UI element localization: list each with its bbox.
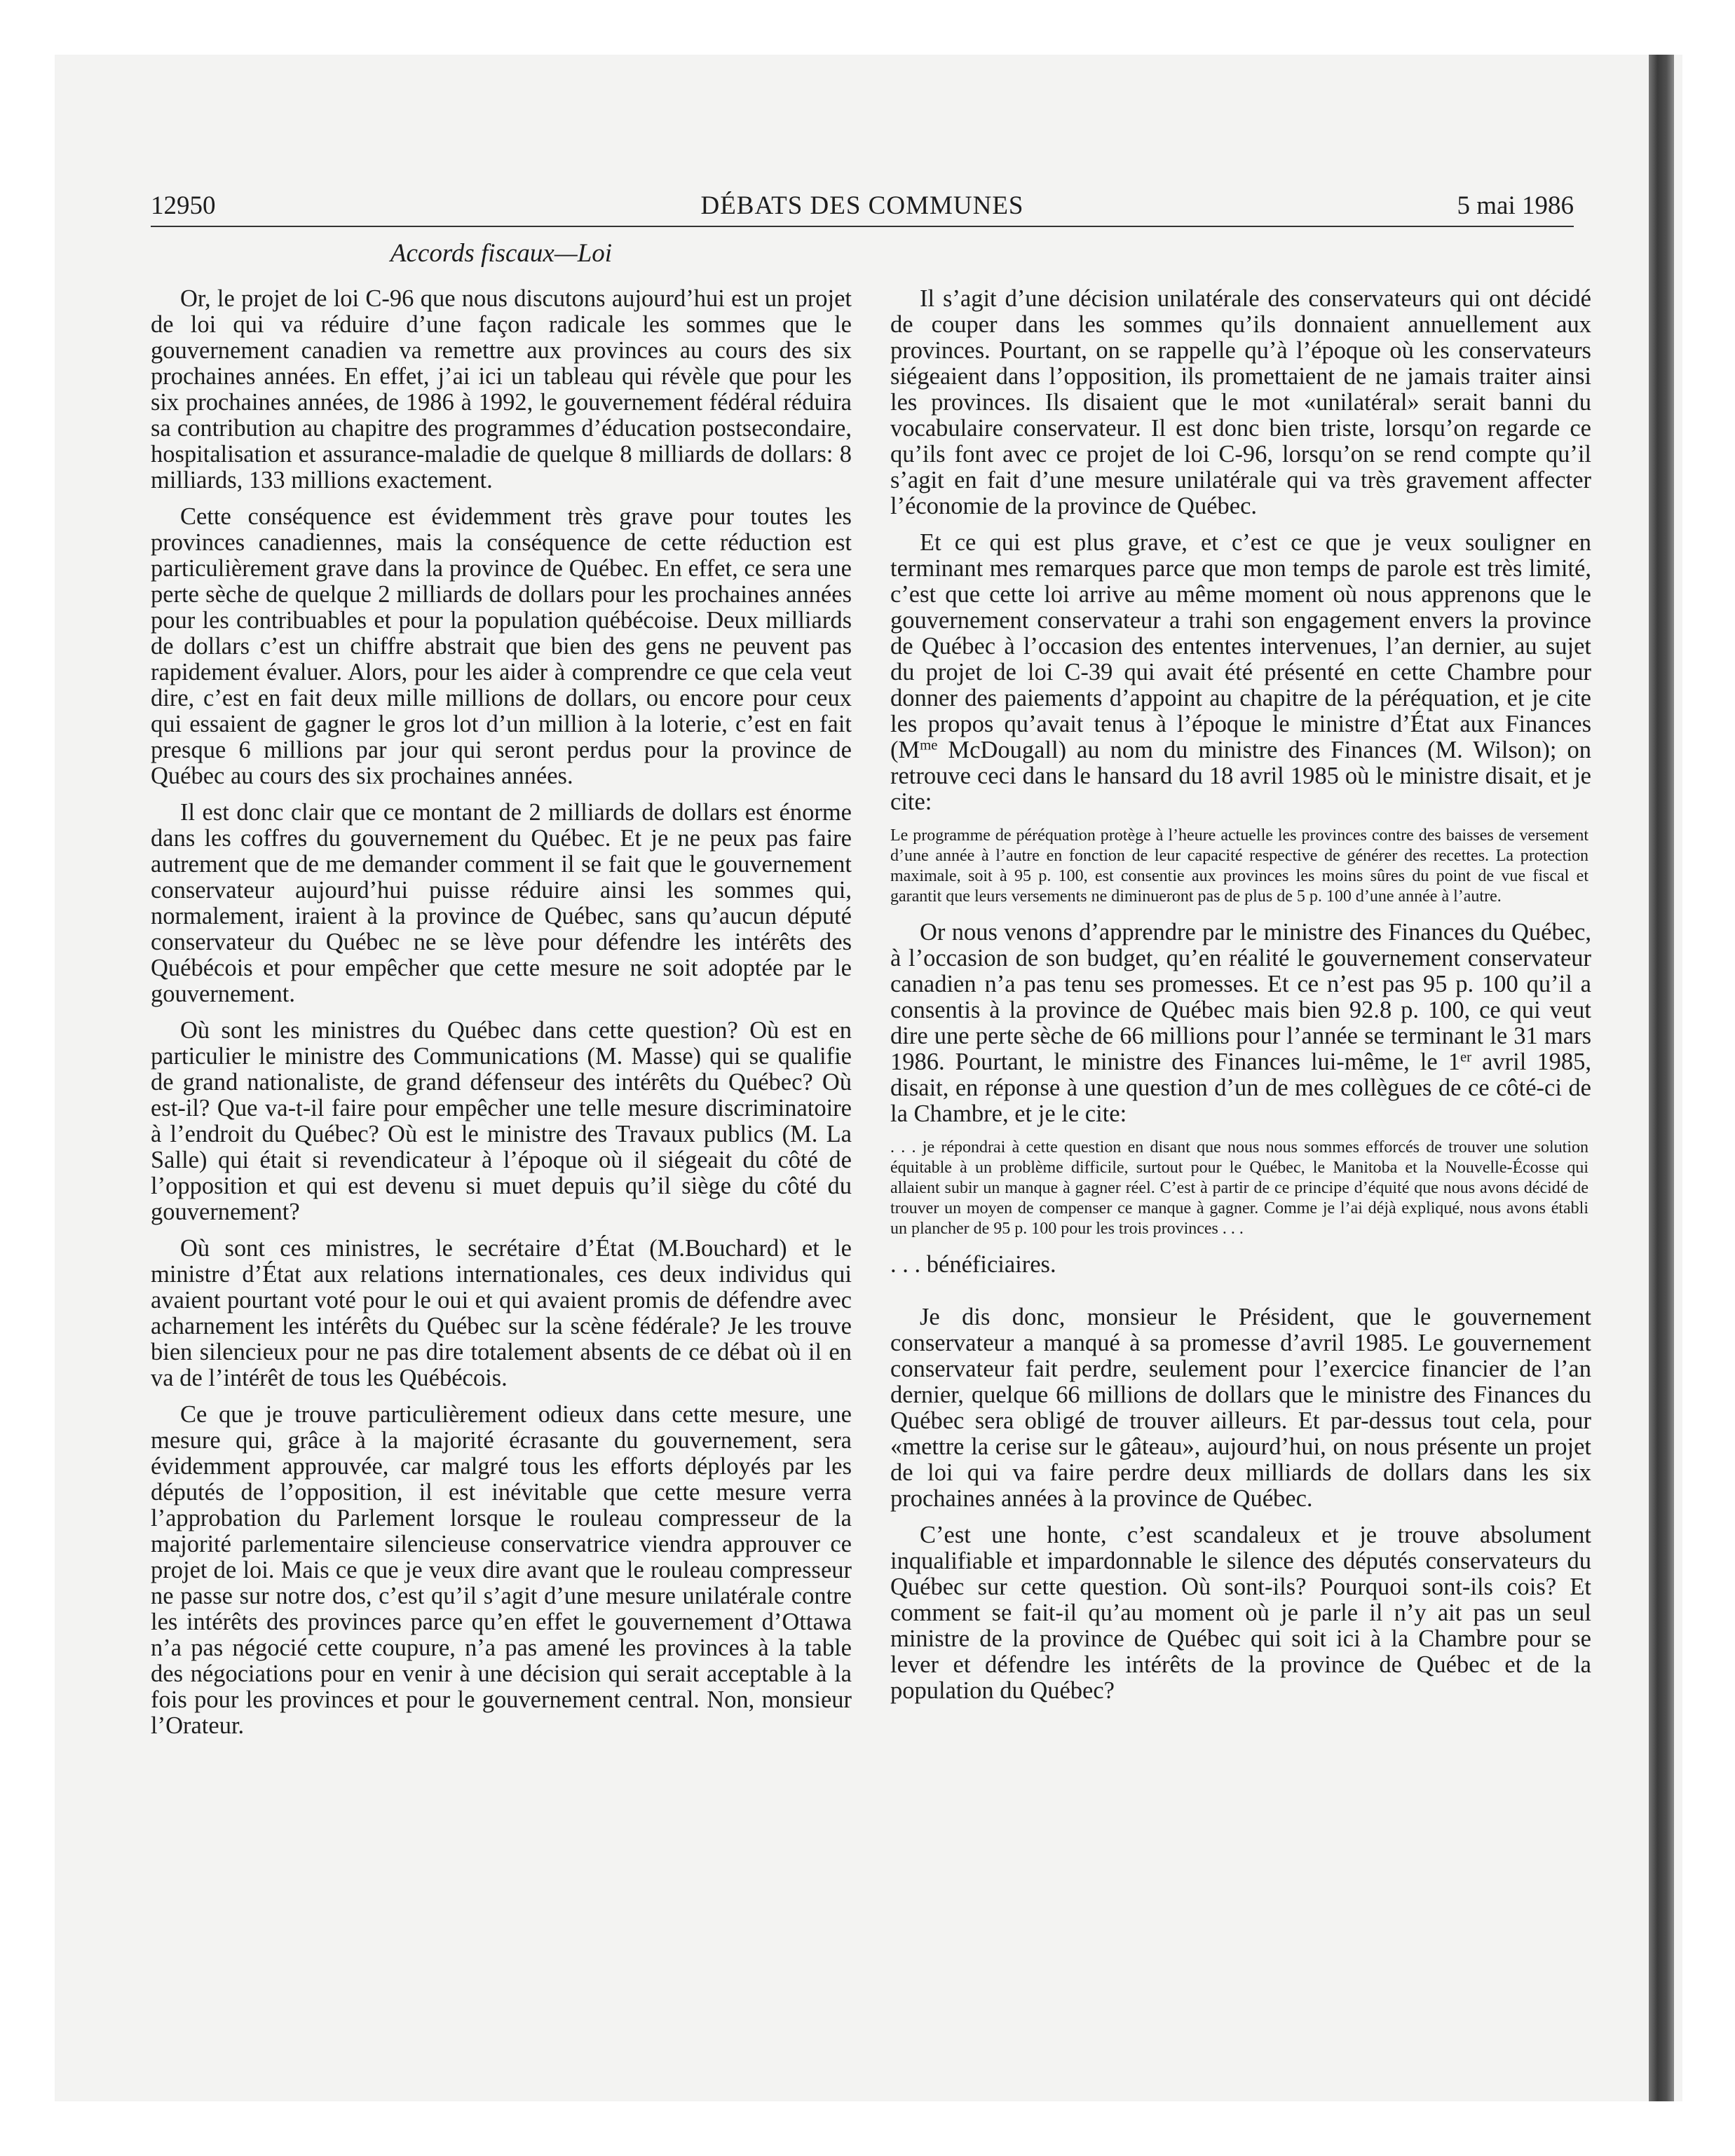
text-run: avril 1985, disait, en réponse à une question d’un de mes collègues de ce côté-ci de la Chambre, et je le cite: xyxy=(890,1049,1591,1127)
paragraph: Où sont les ministres du Québec dans cette question? Où est en particulier le ministre des Communications (M. Masse) qui se qualifie de grand nationaliste, de grand défenseur des intérêts du Québec? Où est-il? Que va-t-il faire pour empêcher une telle mesure discriminatoire à l’endroit du Québec? Où est le ministre des Travaux publics (M. La Salle) qui était si revendicateur à l’époque où il siégeait du côté de l’opposition et qui est devenu si muet depuis qu’il siège du côté du gouvernement? xyxy=(151,1017,852,1225)
right-column xyxy=(890,286,1591,1714)
paragraph: Ce que je trouve particulièrement odieux dans cette mesure, une mesure qui, grâce à la majorité écrasante du gouvernement, sera évidemment approuvée, car malgré tous les efforts déployés par les députés de l’opposition, il est inévitable que cette mesure verra l’approbation du Parlement lorsque le rouleau compresseur de la majorité parlementaire silencieuse conservatrice viendra approuver ce projet de loi. Mais ce que je veux dire avant que le rouleau compresseur ne passe sur notre dos, c’est qu’il s’agit d’une mesure unilatérale contre les intérêts des provinces parce qu’en effet le gouvernement d’Ottawa n’a pas négocié cette coupure, n’a pas amené les provinces à la table des négociations pour en venir à une décision qui serait acceptable à la fois pour les provinces et pour le gouvernement central. Non, monsieur l’Orateur. xyxy=(151,1401,852,1739)
paragraph: C’est une honte, c’est scandaleux et je trouve absolument inqualifiable et impardonnable le silence des députés conservateurs du Québec sur cette question. Où sont-ils? Pourquoi sont-ils cois? Et comment se fait-il qu’au moment où je parle il n’y ait pas un seul ministre de la province de Québec qui soit ici à la Chambre pour se lever et défendre les intérêts de la province de Québec et de la population du Québec? xyxy=(890,1522,1591,1704)
journal-title: DÉBATS DES COMMUNES xyxy=(700,191,1024,220)
left-column xyxy=(151,286,852,1749)
superscript: me xyxy=(920,737,938,753)
paragraph: Or, le projet de loi C-96 que nous discutons aujourd’hui est un projet de loi qui va réduire d’une façon radicale les sommes que le gouvernement canadien va remettre aux provinces au cours des six prochaines années. En effet, j’ai ici un tableau qui révèle que pour les six prochaines années, de 1986 à 1992, le gouvernement fédéral réduira sa contribution au chapitre des programmes d’éducation postsecondaire, hospitalisation et assurance-maladie de quelque 8 milliards de dollars: 8 milliards, 133 millions exactement. xyxy=(151,285,852,493)
paragraph xyxy=(890,530,1591,815)
section-title: Accords fiscaux—Loi xyxy=(390,239,613,268)
text-run: Or nous venons d’apprendre par le ministre des Finances du Québec, à l’occasion de son budget, qu’en réalité le gouvernement conservateur canadien n’a pas tenu ses promesses. Et ce n’est pas 95 p. 100 qu’il a consentis à la province de Québec mais bien 92.8 p. 100, ce qui veut dire une perte sèche de 66 millions pour l’année se terminant le 31 mars 1986. Pourtant, le ministre des Finances lui-même, le 1 xyxy=(890,919,1591,1075)
paragraph: Il s’agit d’une décision unilatérale des conservateurs qui ont décidé de couper dans les sommes qu’ils donnaient annuellement aux provinces. Pourtant, on se rappelle qu’à l’époque où les conservateurs siégeaient dans l’opposition, ils promettaient de ne jamais traiter ainsi les provinces. Ils disaient que le mot «unilatéral» serait banni du vocabulaire conservateur. Il est donc bien triste, lorsqu’on regarde ce qu’ils font avec ce projet de loi C-96, lorsqu’on se rend compte qu’il s’agit en fait d’une mesure unilatérale qui va très gravement affecter l’économie de la province de Québec. xyxy=(890,285,1591,519)
running-header xyxy=(151,191,1574,227)
block-quote: Le programme de péréquation protège à l’heure actuelle les provinces contre des baisses de versement d’une année à l’autre en fonction de leur capacité respective de générer des recettes. La protection maximale, soit à 95 p. 100, est consentie aux provinces les moins sûres du point de vue fiscal et garantit que leurs versements ne diminueront pas de plus de 5 p. 100 d’une année à l’autre. xyxy=(890,826,1588,906)
page-binding-edge xyxy=(1649,55,1674,2101)
header-date: 5 mai 1986 xyxy=(1457,191,1574,220)
block-quote: . . . je répondrai à cette question en disant que nous nous sommes efforcés de trouver une solution équitable à un problème difficile, surtout pour le Québec, le Manitoba et la Nouvelle-Écosse qui allaient subir un manque à gagner réel. C’est à partir de ce principe d’équité que nous avons décidé de trouver un moyen de compenser ce manque à gagner. Comme je l’ai déjà expliqué, nous avons établi un plancher de 95 p. 100 pour les trois provinces . . . xyxy=(890,1138,1588,1238)
paragraph: Il est donc clair que ce montant de 2 milliards de dollars est énorme dans les coffres du gouvernement du Québec. Et je ne peux pas faire autrement que de me demander comment il se fait que le gouvernement conservateur aujourd’hui puisse réduire ainsi les sommes qui, normalement, iraient à la province de Québec, sans qu’aucun député conservateur du Québec ne se lève pour défendre les intérêts des Québécois et pour empêcher que cette mesure ne soit adoptée par le gouvernement. xyxy=(151,799,852,1007)
text-run: McDougall) au nom du ministre des Finances (M. Wilson); on retrouve ceci dans le hansard du 18 avril 1985 où le ministre disait, et je cite: xyxy=(890,737,1591,815)
paragraph: Où sont ces ministres, le secrétaire d’État (M.Bouchard) et le ministre d’État aux relations internationales, ces deux individus qui avaient pourtant voté pour le oui et qui avaient promis de défendre avec acharnement les intérêts du Québec sur la scène fédérale? Je les trouve bien silencieux pour ne pas dire totalement absents de ce débat où il en va de l’intérêt de tous les Québécois. xyxy=(151,1235,852,1391)
paragraph: Cette conséquence est évidemment très grave pour toutes les provinces canadiennes, mais la conséquence de cette réduction est particulièrement grave dans la province de Québec. En effet, ce sera une perte sèche de quelque 2 milliards de dollars pour les prochaines années pour les contribuables et pour la population québécoise. Deux milliards de dollars c’est un chiffre abstrait que bien des gens ne peuvent pas rapidement évaluer. Alors, pour les aider à comprendre ce que cela veut dire, c’est en fait deux mille millions de dollars, ou encore pour ceux qui essaient de gagner le gros lot d’un million à la loterie, c’est en fait presque 6 millions par jour qui seront perdus pour la province de Québec au cours des six prochaines années. xyxy=(151,503,852,789)
page-number: 12950 xyxy=(151,191,216,220)
paragraph xyxy=(890,920,1591,1127)
paragraph: Je dis donc, monsieur le Président, que le gouvernement conservateur a manqué à sa promesse d’avril 1985. Le gouvernement conservateur fait perdre, seulement pour l’exercice financier de l’an dernier, quelque 66 millions de dollars que le ministre des Finances du Québec sera obligé de trouver ailleurs. Et par-dessus tout cela, pour «mettre la cerise sur le gâteau», aujourd’hui, on nous présente un projet de loi qui va faire perdre deux milliards de dollars dans les six prochaines années à la province de Québec. xyxy=(890,1304,1591,1512)
superscript: er xyxy=(1460,1049,1472,1065)
quote-continuation: . . . bénéficiaires. xyxy=(890,1251,1056,1278)
text-run: Et ce qui est plus grave, et c’est ce que je veux souligner en terminant mes remarques parce que mon temps de parole est très limité, c’est que cette loi arrive au même moment où nous apprenons que le gouvernement conservateur a trahi son engagement envers la province de Québec à l’occasion des ententes intervenues, l’an dernier, au sujet du projet de loi C-39 qui avait été présenté en cette Chambre pour donner des paiements d’appoint au chapitre de la péréquation, et je cite les propos qu’avait tenus à l’époque le ministre d’État aux Finances (M xyxy=(890,529,1591,763)
